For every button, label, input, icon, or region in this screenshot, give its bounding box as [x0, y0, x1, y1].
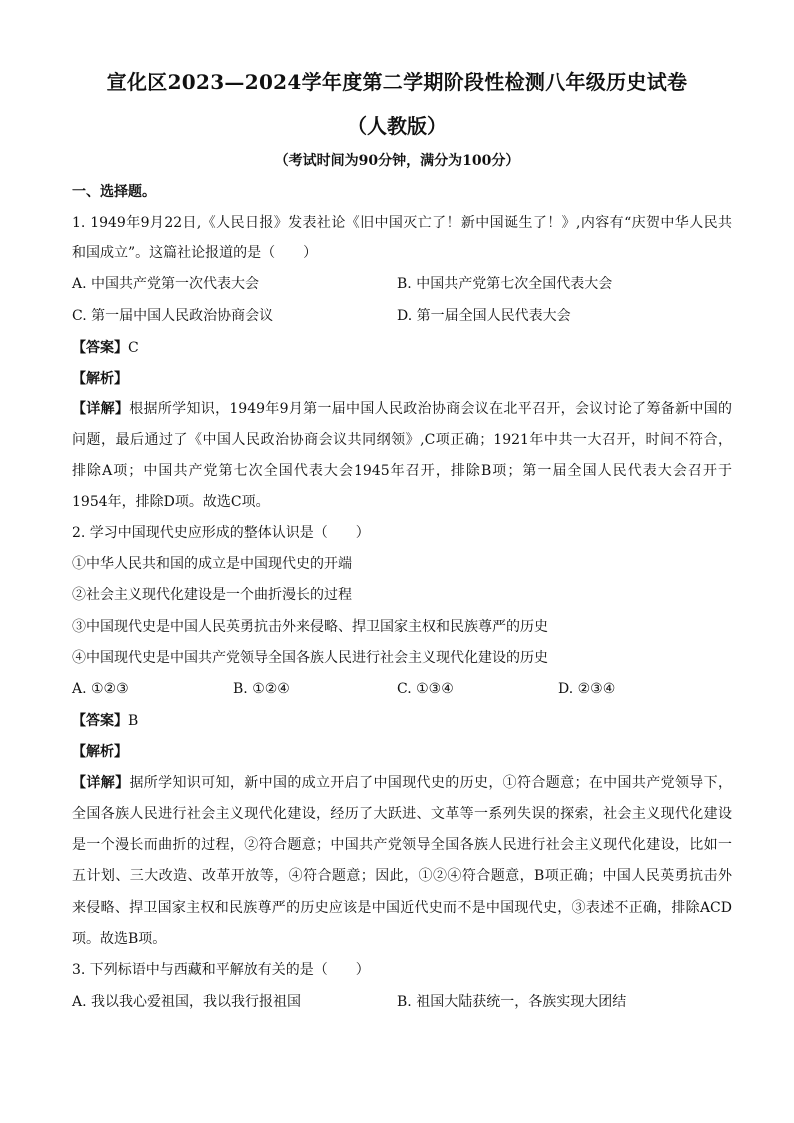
q1-answer: [72, 338, 732, 358]
q2-detail-line3: 是一个漫长而曲折的过程，②符合题意；中国共产党领导全国各族人民进行社会主义现代化建设，比如一: [72, 837, 732, 853]
exam-info: （考试时间为90分钟，满分为100分）: [274, 153, 520, 169]
q1-answer-tag: 【答案】: [72, 340, 128, 356]
q2-answer-value: B: [128, 713, 139, 729]
q2-statement-1: ①中华人民共和国的成立是中国现代史的开端: [72, 556, 352, 572]
q2-detail-line2: 全国各族人民进行社会主义现代化建设，经历了大跃进、文革等一系列失误的探索，社会主义现代化建设: [72, 806, 732, 822]
q2-statement-2: ②社会主义现代化建设是一个曲折漫长的过程: [72, 587, 352, 603]
q1-stem-line1: 1. 1949年9月22日,《人民日报》发表社论《旧中国灭亡了！新中国诞生了！》,内容有“庆贺中华人民共: [72, 215, 732, 231]
q1-option-c: C. 第一届中国人民政治协商会议: [72, 308, 274, 324]
q2-option-c: C. ①③④: [397, 681, 454, 697]
q2-option-b: B. ①②④: [233, 681, 290, 697]
q1-option-d: D. 第一届全国人民代表大会: [397, 308, 571, 324]
q1-detail-line2: 问题，最后通过了《中国人民政治协商会议共同纲领》,C项正确；1921年中共一大召开，时间不符合，: [72, 432, 732, 448]
section-heading: 一、选择题。: [72, 184, 156, 200]
q1-answer-value: C: [128, 340, 139, 356]
q1-analysis-tag: 【解析】: [72, 371, 128, 387]
q2-detail-text1: 据所学知识可知，新中国的成立开启了中国现代史的历史，①符合题意；在中国共产党领导下，: [129, 775, 733, 791]
q2-detail-tag: 【详解】: [72, 775, 130, 791]
q2-statement-3: ③中国现代史是中国人民英勇抗击外来侵略、捍卫国家主权和民族尊严的历史: [72, 619, 548, 635]
q1-option-b: B. 中国共产党第七次全国代表大会: [397, 276, 613, 292]
q1-option-a: A. 中国共产党第一次代表大会: [72, 276, 260, 292]
q1-detail-tag: 【详解】: [72, 401, 130, 417]
q3-stem: 3. 下列标语中与西藏和平解放有关的是（ ）: [72, 962, 370, 978]
q2-analysis-tag: 【解析】: [72, 744, 128, 760]
q2-detail-line5: 来侵略、捍卫国家主权和民族尊严的历史应该是中国近代史而不是中国现代史，③表述不正确，排除ACD: [72, 900, 732, 916]
q2-detail-line6: 项。故选B项。: [72, 931, 167, 947]
q1-stem-line2: 和国成立”。这篇社论报道的是（ ）: [72, 245, 318, 261]
q1-detail-line3: 排除A项；中国共产党第七次全国代表大会1945年召开，排除B项；第一届全国人民代表大会召开于: [72, 463, 732, 479]
q2-detail-line1: [72, 773, 732, 793]
q3-option-b: B. 祖国大陆获统一，各族实现大团结: [397, 994, 627, 1010]
q2-option-d: D. ②③④: [558, 681, 616, 697]
exam-edition: （人教版）: [347, 114, 447, 138]
q2-statement-4: ④中国现代史是中国共产党领导全国各族人民进行社会主义现代化建设的历史: [72, 650, 548, 666]
q2-stem: 2. 学习中国现代史应形成的整体认识是（ ）: [72, 525, 370, 541]
q2-option-a: A. ①②③: [72, 681, 129, 697]
exam-title: 宣化区2023—2024学年度第二学期阶段性检测八年级历史试卷: [106, 70, 688, 94]
q3-option-a: A. 我以我心爱祖国，我以我行报祖国: [72, 994, 302, 1010]
q2-answer-tag: 【答案】: [72, 713, 128, 729]
q1-detail-line1: [72, 399, 732, 419]
q2-detail-line4: 五计划、三大改造、改革开放等，④符合题意；因此，①②④符合题意，B项正确；中国人民英勇抗击外: [72, 868, 732, 884]
q1-detail-line4: 1954年，排除D项。故选C项。: [72, 494, 270, 510]
q1-detail-text1: 根据所学知识，1949年9月第一届中国人民政治协商会议在北平召开，会议讨论了筹备新中国的: [129, 401, 732, 417]
q2-answer: [72, 711, 732, 731]
